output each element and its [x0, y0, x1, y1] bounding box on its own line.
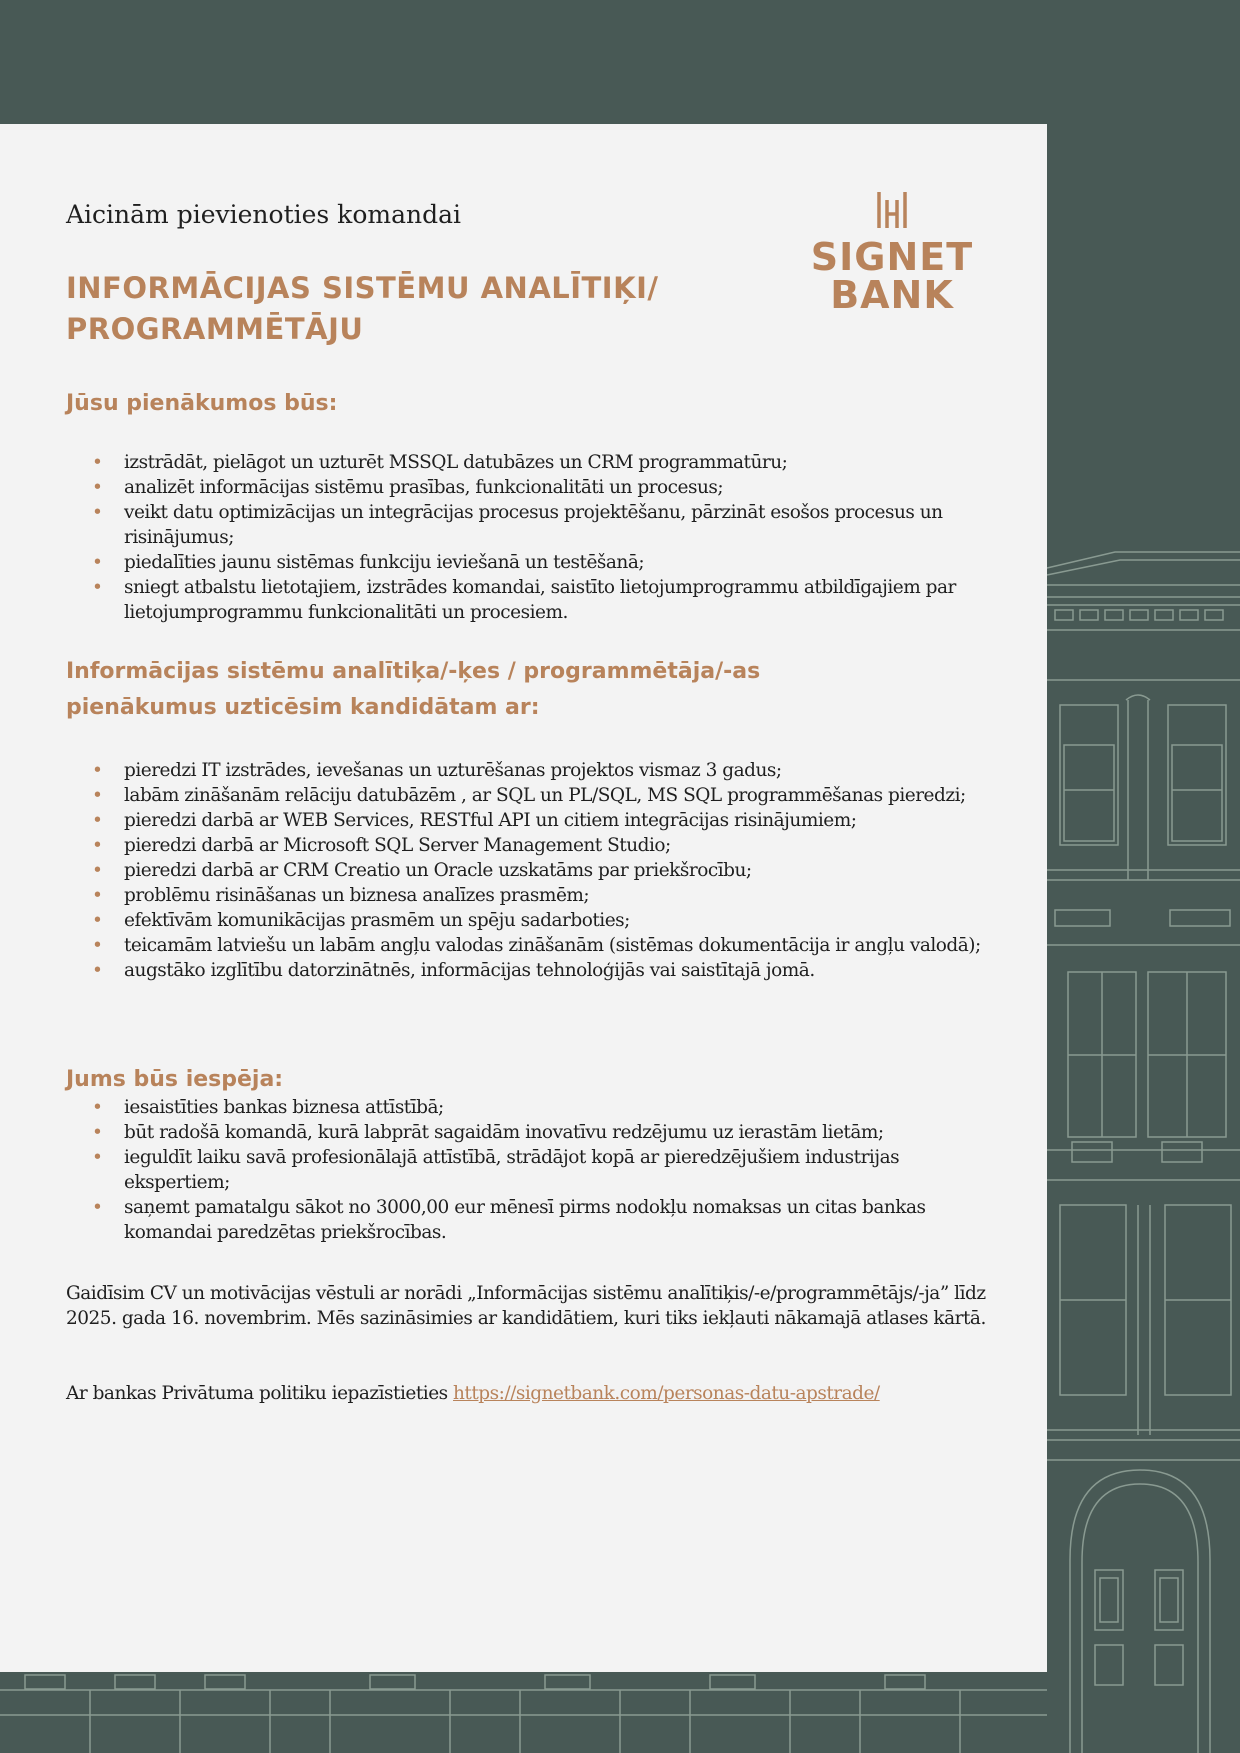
list-item: • iesaistīties bankas biznesa attīstībā; — [90, 1095, 995, 1120]
list-item: • ieguldīt laiku savā profesionālajā attīstībā, strādājot kopā ar pieredzējušiem industrijas ekspertiem; — [90, 1145, 995, 1195]
list-item: • pieredzi darbā ar CRM Creatio un Oracle uzskatāms par priekšrocību; — [90, 858, 995, 883]
list-item: • problēmu risināšanas un biznesa analīzes prasmēm; — [90, 883, 995, 908]
list-item: • augstāko izglītību datorzinātnēs, informācijas tehnoloģijās vai saistītajā jomā. — [90, 958, 995, 983]
list-item: • saņemt pamatalgu sākot no 3000,00 eur mēnesī pirms nodokļu nomaksas un citas bankas komandai paredzētas priekšrocības. — [90, 1195, 995, 1245]
signet-bank-monogram-icon — [872, 190, 912, 230]
offer-heading: Jums būs iespēja: — [66, 1067, 284, 1092]
list-item: • izstrādāt, pielāgot un uzturēt MSSQL datubāzes un CRM programmatūru; — [90, 450, 995, 475]
list-item: • sniegt atbalstu lietotajiem, izstrādes komandai, saistīto lietojumprogrammu atbildīgajiem par lietojumprogrammu funkcionalitāti un procesiem. — [90, 575, 995, 625]
job-posting-card — [0, 124, 1047, 1672]
requirements-heading — [66, 654, 966, 726]
privacy-text: Ar bankas Privātuma politiku iepazīstieties — [66, 1383, 454, 1404]
list-item: • pieredzi IT izstrādes, ievešanas un uzturēšanas projektos vismaz 3 gadus; — [90, 758, 995, 783]
intro-text: Aicinām pievienoties komandai — [66, 200, 461, 229]
list-item: • labām zināšanām relāciju datubāzēm , ar SQL un PL/SQL, MS SQL programmēšanas pieredzi; — [90, 783, 995, 808]
list-item: • pieredzi darbā ar Microsoft SQL Server Management Studio; — [90, 833, 995, 858]
duties-list — [90, 450, 995, 625]
application-instructions: Gaidīsim CV un motivācijas vēstuli ar norādi „Informācijas sistēmu analītiķis/-e/programmētājs/-ja” līdz 2025. gada 16. novembrim. Mēs sazināsimies ar kandidātiem, kuri tiks iekļauti nākamajā atlases kārtā. — [66, 1283, 986, 1329]
job-title-line-2: PROGRAMMĒTĀJU — [66, 312, 364, 346]
signet-bank-logo — [792, 190, 992, 317]
requirements-heading-line-1: Informācijas sistēmu analītiķa/-ķes / programmētāja/-as — [66, 659, 761, 684]
list-item: • efektīvām komunikācijas prasmēm un spēju sadarboties; — [90, 908, 995, 933]
list-item: • veikt datu optimizācijas un integrācijas procesus projektēšanu, pārzināt esošos procesus un risinājumus; — [90, 500, 995, 550]
list-item: • piedalīties jaunu sistēmas funkciju ieviešanā un testēšanā; — [90, 550, 995, 575]
list-item: • analizēt informācijas sistēmu prasības, funkcionalitāti un procesus; — [90, 475, 995, 500]
offer-list — [90, 1095, 995, 1245]
privacy-notice — [66, 1381, 1006, 1406]
privacy-policy-link[interactable]: https://signetbank.com/personas-datu-apstrade/ — [453, 1383, 880, 1404]
list-item: • pieredzi darbā ar WEB Services, RESTful API un citiem integrācijas risinājumiem; — [90, 808, 995, 833]
logo-line-1: SIGNET — [810, 235, 974, 279]
duties-heading: Jūsu pienākumos būs: — [66, 391, 338, 416]
job-title-line-1: INFORMĀCIJAS SISTĒMU ANALĪTIĶI/ — [66, 271, 659, 305]
logo-line-2: BANK — [830, 273, 954, 317]
requirements-heading-line-2: pienākumus uzticēsim kandidātam ar: — [66, 695, 540, 720]
list-item: • būt radošā komandā, kurā labprāt sagaidām inovatīvu redzējumu uz ierastām lietām; — [90, 1120, 995, 1145]
logo-wordmark — [792, 235, 992, 317]
list-item: • teicamām latviešu un labām angļu valodas zināšanām (sistēmas dokumentācija ir angļu valodā); — [90, 933, 995, 958]
requirements-list — [90, 758, 995, 983]
job-title — [66, 268, 766, 350]
